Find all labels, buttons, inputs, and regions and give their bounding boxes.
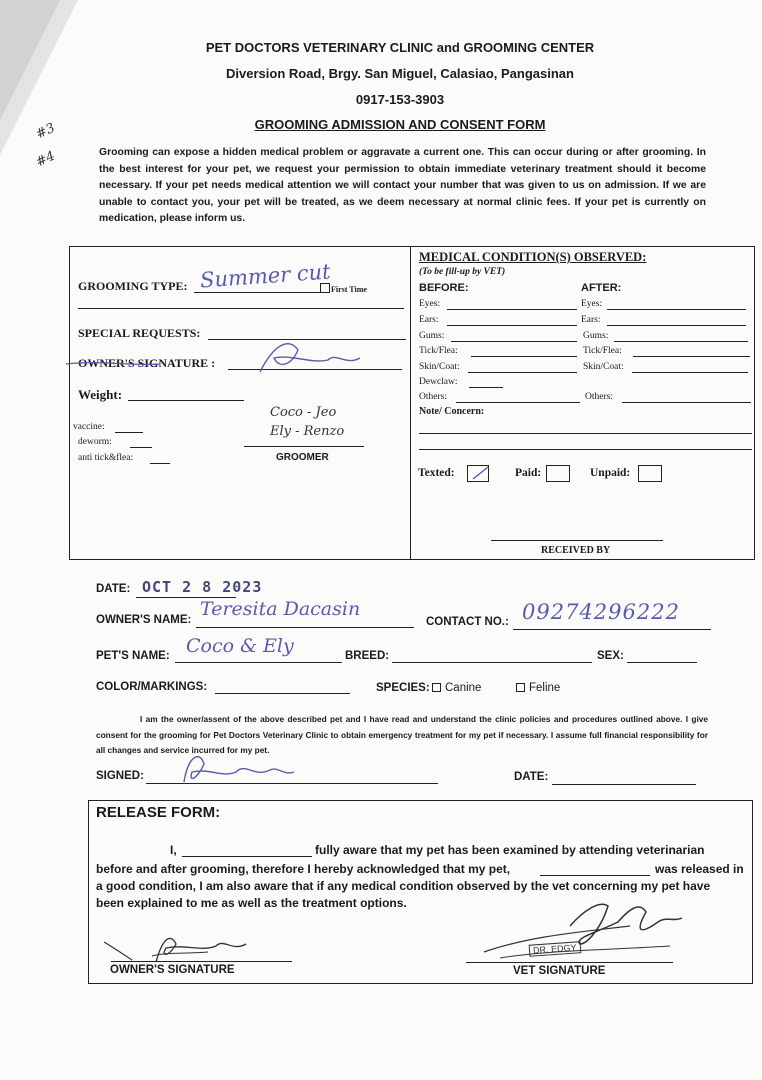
release-text-before: before and after grooming, therefore I hereby acknowledged that my pet, <box>96 862 511 876</box>
signed-date-label: DATE: <box>514 771 549 783</box>
after-skincoat: Skin/Coat: <box>583 362 624 372</box>
after-gums: Gums: <box>583 331 609 341</box>
signed-signature-scribble <box>170 748 300 792</box>
owner-release-signature-line <box>111 961 292 962</box>
species-label: SPECIES: <box>376 682 430 694</box>
sex-label: SEX: <box>597 650 624 662</box>
first-time-label: First Time <box>331 285 367 294</box>
vaccine-label: vaccine: <box>73 422 105 432</box>
groomer-line <box>244 446 364 447</box>
contact-line <box>513 629 711 630</box>
vet-signature-scribble <box>470 892 700 972</box>
received-by-line <box>491 540 663 541</box>
groomer-label: GROOMER <box>276 452 329 463</box>
deworm-label: deworm: <box>78 437 112 447</box>
intro-paragraph: Grooming can expose a hidden medical problem or aggravate a current one. This can occur during or after grooming. In the best interest for your pet, we request your permission to obtain immediate veterinary treatment should it become necessary. If your pet needs medical attention we will contact your number that was given to us on admission. If we are unable to contact you, your pet will be treated, as we deem necessary at normal clinic fees. If your pet is currently on medication, please inform us. <box>99 147 706 225</box>
form-title: GROOMING ADMISSION AND CONSENT FORM <box>254 117 546 132</box>
before-others: Others: <box>419 392 447 402</box>
species-canine-option[interactable] <box>432 682 481 694</box>
breed-line <box>392 662 592 663</box>
after-others: Others: <box>585 392 613 402</box>
owner-name-line <box>196 627 414 628</box>
grooming-type-field[interactable]: Summer cut <box>199 259 332 293</box>
margin-mark: #3 <box>33 120 58 143</box>
after-label: AFTER: <box>581 282 622 294</box>
pet-name-field[interactable]: Coco & Ely <box>186 635 294 657</box>
release-text-i: I, <box>170 843 177 857</box>
pet-name-label: PET'S NAME: <box>96 650 170 662</box>
paid-label: Paid: <box>515 467 542 479</box>
box-divider <box>410 246 411 559</box>
contact-label: CONTACT NO.: <box>426 616 509 628</box>
deworm-line <box>130 447 152 448</box>
after-others-line <box>622 402 751 403</box>
groomer-note-2: Ely - Renzo <box>270 424 345 439</box>
vaccine-line <box>115 432 143 433</box>
release-text-condition: a good condition, I am also aware that if any medical condition observed by the vet concerning my pet have <box>96 879 711 893</box>
date-stamp[interactable]: OCT 2 8 2023 <box>142 578 263 596</box>
weight-line <box>128 400 244 401</box>
after-ears-line <box>607 325 746 326</box>
before-skincoat: Skin/Coat: <box>419 362 460 372</box>
release-title: RELEASE FORM: <box>96 804 221 821</box>
date-label: DATE: <box>96 583 131 595</box>
after-tickflea: Tick/Flea: <box>583 346 622 356</box>
first-time-checkbox[interactable] <box>320 283 330 293</box>
breed-label: BREED: <box>345 650 390 662</box>
before-ears: Ears: <box>419 315 439 325</box>
release-text-aware: fully aware that my pet has been examined by attending veterinarian <box>315 843 705 857</box>
feline-checkbox[interactable] <box>516 683 525 692</box>
before-label: BEFORE: <box>419 282 469 294</box>
grooming-type-line <box>194 292 320 293</box>
before-dewclaw-line <box>469 387 503 388</box>
after-eyes-line <box>607 309 746 310</box>
special-requests-label: SPECIAL REQUESTS: <box>78 326 201 340</box>
before-gums: Gums: <box>419 331 445 341</box>
texted-label: Texted: <box>418 467 455 479</box>
vet-signature-label: VET SIGNATURE <box>513 965 606 977</box>
clinic-address: Diversion Road, Brgy. San Miguel, Calasiao, Pangasinan <box>226 66 574 81</box>
note-line-1 <box>419 433 752 434</box>
species-feline-option[interactable] <box>516 682 560 694</box>
paid-checkbox[interactable] <box>546 465 570 482</box>
release-owner-name-line <box>182 856 312 857</box>
owner-release-signature-label: OWNER'S SIGNATURE <box>110 964 235 976</box>
margin-mark: #4 <box>33 148 58 171</box>
signed-label: SIGNED: <box>96 770 144 782</box>
grooming-type-line-2 <box>78 308 404 309</box>
clinic-name: PET DOCTORS VETERINARY CLINIC and GROOMING CENTER <box>205 40 595 55</box>
antitick-label: anti tick&flea: <box>78 453 134 463</box>
weight-label: Weight: <box>78 387 123 402</box>
owner-name-label: OWNER'S NAME: <box>96 614 192 626</box>
medical-title: MEDICAL CONDITION(S) OBSERVED: <box>419 250 647 264</box>
groomer-note-1: Coco - Jeo <box>270 405 337 420</box>
canine-checkbox[interactable] <box>432 683 441 692</box>
after-eyes: Eyes: <box>581 299 603 309</box>
pet-name-line <box>175 662 342 663</box>
signed-date-line <box>552 784 696 785</box>
antitick-line <box>150 463 170 464</box>
release-pet-name-line <box>540 875 650 876</box>
owner-signature-label: OWNER'S SIGNATURE : <box>78 356 216 370</box>
after-tickflea-line <box>633 356 750 357</box>
color-markings-line <box>215 693 350 694</box>
before-others-line <box>456 402 580 403</box>
before-skincoat-line <box>468 372 577 373</box>
consent-paragraph: I am the owner/assent of the above described pet and I have read and understand the clinic policies and procedures outlined above. I give consent for the grooming for Pet Doctors Veterinary Clinic to obtain emergency treatment for my pet if necessary. I assume full financial responsibility for all changes and service incurred for my pet. <box>96 714 708 755</box>
sex-line <box>627 662 697 663</box>
after-skincoat-line <box>632 372 748 373</box>
vet-signature-line <box>466 962 673 963</box>
note-concern-label: Note/ Concern: <box>419 406 485 417</box>
vet-stamp: DR. EDGY <box>529 941 581 957</box>
after-gums-line <box>614 341 748 342</box>
note-line-2 <box>419 449 752 450</box>
before-dewclaw: Dewclaw: <box>419 377 458 387</box>
canine-label: Canine <box>445 682 482 694</box>
color-markings-label: COLOR/MARKINGS: <box>96 681 208 693</box>
feline-label: Feline <box>529 682 561 694</box>
texted-check-mark <box>470 465 492 483</box>
contact-field[interactable]: 09274296222 <box>522 600 680 624</box>
after-ears: Ears: <box>581 315 601 325</box>
clinic-phone: 0917-153-3903 <box>355 92 445 107</box>
before-ears-line <box>447 325 577 326</box>
release-text-explained: been explained to me as well as the treatment options. <box>96 896 407 910</box>
before-gums-line <box>451 341 577 342</box>
release-text-released: was released in <box>655 862 744 876</box>
unpaid-checkbox[interactable] <box>638 465 662 482</box>
before-tickflea: Tick/Flea: <box>419 346 458 356</box>
received-by-label: RECEIVED BY <box>541 545 611 556</box>
grooming-type-label: GROOMING TYPE: <box>78 279 188 293</box>
before-eyes: Eyes: <box>419 299 441 309</box>
before-tickflea-line <box>471 356 577 357</box>
unpaid-label: Unpaid: <box>590 467 631 479</box>
owner-name-field[interactable]: Teresita Dacasin <box>200 598 361 620</box>
owner-signature-scribble <box>60 330 380 380</box>
before-eyes-line <box>447 309 577 310</box>
medical-subtitle: (To be fill-up by VET) <box>419 267 506 277</box>
